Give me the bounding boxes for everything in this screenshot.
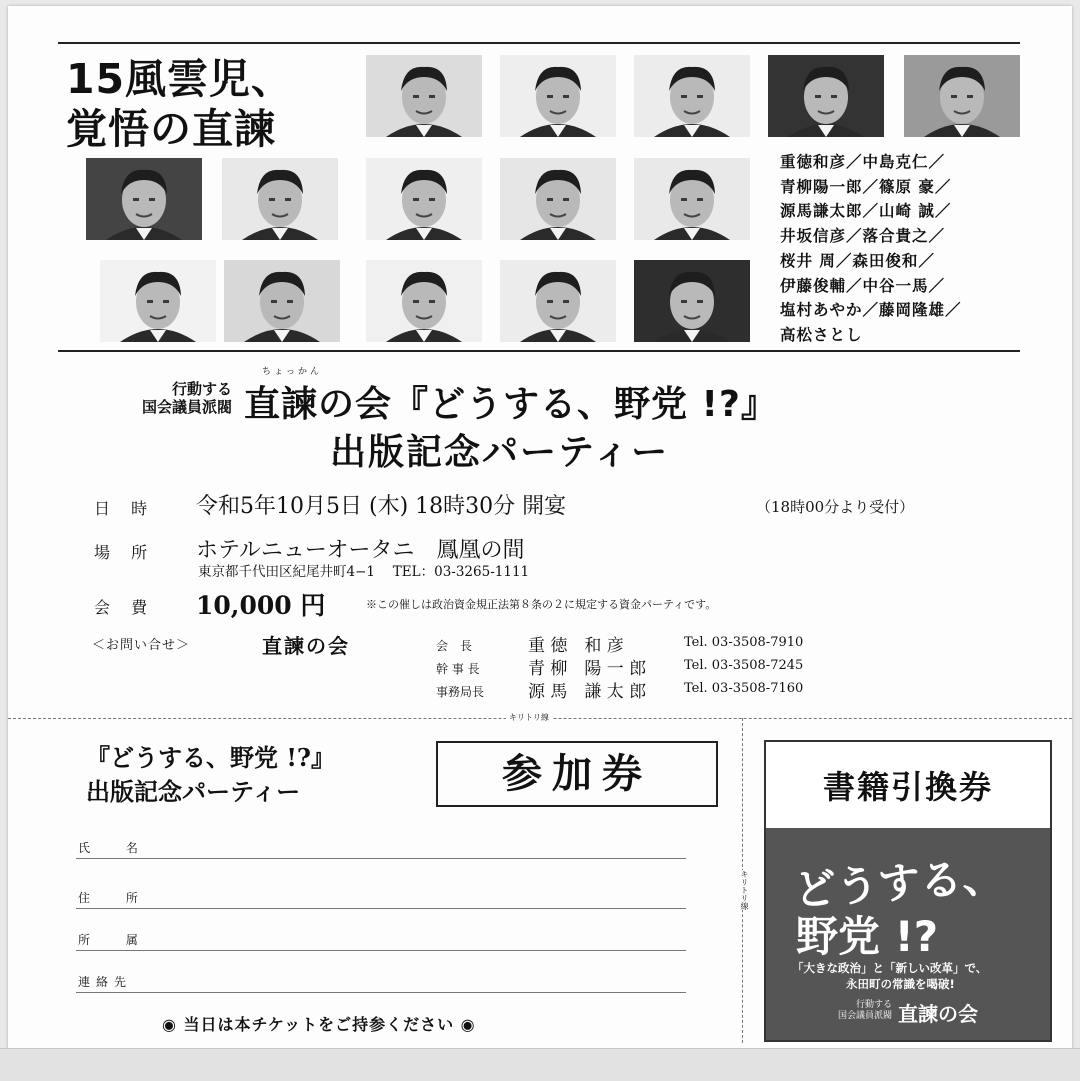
org-line-1: 行動する bbox=[171, 380, 232, 398]
member-portrait bbox=[366, 55, 482, 137]
cut-line-label-vertical: キリトリ線 bbox=[736, 870, 752, 910]
ticket-event-line-1: 『どうする、野党 !?』 bbox=[86, 743, 335, 772]
member-portrait bbox=[500, 260, 616, 342]
book-tagline-2: 永田町の常識を喝破! bbox=[846, 977, 955, 991]
name-field[interactable] bbox=[76, 836, 686, 859]
headline bbox=[66, 54, 293, 154]
contact-tel: Tel. 03-3508-7910 bbox=[684, 635, 804, 650]
contact-field-label: 連絡先 bbox=[78, 975, 133, 989]
address-field[interactable] bbox=[76, 886, 686, 909]
bottom-band bbox=[0, 1048, 1080, 1081]
contact-name: 重 徳 和 彦 bbox=[528, 636, 624, 656]
member-names-line: 高松さとし bbox=[780, 325, 863, 344]
member-portrait bbox=[86, 158, 202, 240]
member-names-line: 伊藤俊輔／中谷一馬／ bbox=[780, 276, 946, 295]
contact-role: 会 長 bbox=[436, 639, 473, 653]
member-names-line: 塩村あやか／藤岡隆雄／ bbox=[780, 301, 962, 320]
contact-label: ＜お問い合せ＞ bbox=[92, 638, 191, 653]
member-names-line: 桜井 周／森田俊和／ bbox=[780, 251, 935, 270]
member-portrait bbox=[222, 158, 338, 240]
book-org-line-2: 国会議員派閥 bbox=[837, 1011, 892, 1021]
contact-field[interactable] bbox=[76, 970, 686, 993]
affiliation-field-label: 所 属 bbox=[78, 933, 154, 947]
member-names-line: 井坂信彦／落合貴之／ bbox=[780, 227, 946, 246]
contact-role: 事務局長 bbox=[436, 685, 485, 699]
member-portrait bbox=[366, 158, 482, 240]
book-exchange-coupon bbox=[764, 740, 1052, 1042]
book-title-line-1: どうする、 bbox=[792, 851, 1006, 915]
member-portrait bbox=[366, 260, 482, 342]
org-tagline bbox=[84, 380, 232, 416]
contact-name: 青 柳 陽 一 郎 bbox=[528, 659, 647, 679]
member-names bbox=[780, 150, 962, 348]
event-subtitle: 出版記念パーティー bbox=[330, 432, 670, 473]
venue-label: 場 所 bbox=[94, 543, 156, 562]
exchange-title: 書籍引換券 bbox=[822, 768, 993, 806]
top-rule bbox=[58, 42, 1020, 44]
contact-org: 直諫の会 bbox=[262, 634, 350, 658]
member-names-line: 青柳陽一郎／篠原 豪／ bbox=[780, 177, 952, 196]
name-field-label: 氏 名 bbox=[78, 841, 154, 855]
member-names-line: 重徳和彦／中島克仁／ bbox=[780, 153, 946, 171]
member-portrait bbox=[634, 55, 750, 137]
title-ruby: ちょっかん bbox=[262, 367, 323, 377]
member-portrait bbox=[500, 55, 616, 137]
headline-line-2: 覚悟の直諫 bbox=[66, 105, 276, 153]
book-org-tag bbox=[806, 1000, 892, 1022]
book-org-name: 直諫の会 bbox=[898, 1002, 978, 1026]
member-names-line: 源馬謙太郎／山崎 誠／ bbox=[780, 202, 952, 221]
fee-label: 会 費 bbox=[94, 598, 156, 617]
headline-line-1: 15風雲児、 bbox=[66, 55, 294, 103]
date-note: （18時00分より受付） bbox=[756, 498, 915, 516]
book-cover bbox=[766, 828, 1050, 1040]
member-portrait bbox=[634, 158, 750, 240]
date-value: 令和5年10月5日 (木) 18時30分 開宴 bbox=[196, 494, 567, 519]
affiliation-field[interactable] bbox=[76, 928, 686, 951]
book-org-line-1: 行動する bbox=[855, 1000, 892, 1010]
date-label: 日 時 bbox=[94, 499, 156, 518]
address-field-label: 住 所 bbox=[78, 891, 154, 905]
mid-rule bbox=[58, 350, 1020, 352]
admission-ticket-badge: 参加券 bbox=[436, 741, 718, 807]
contact-role: 幹 事 長 bbox=[436, 662, 480, 676]
cut-line-label: キリトリ線 bbox=[506, 712, 552, 723]
venue-value: ホテルニューオータニ 鳳凰の間 bbox=[196, 538, 525, 563]
book-title-line-2: 野党 !? bbox=[796, 912, 939, 961]
ticket-footer-note: ◉ 当日は本チケットをご持参ください ◉ bbox=[162, 1015, 476, 1034]
fee-note: ※この催しは政治資金規正法第８条の２に規定する資金パーティです。 bbox=[366, 598, 717, 611]
member-portrait bbox=[904, 55, 1020, 137]
event-title: 直諫の会『どうする、野党 !?』 bbox=[244, 384, 778, 425]
ticket-event-line-2: 出版記念パーティー bbox=[86, 777, 301, 806]
contact-tel: Tel. 03-3508-7160 bbox=[684, 681, 804, 696]
member-portrait bbox=[100, 260, 216, 342]
member-portrait bbox=[500, 158, 616, 240]
member-portrait bbox=[634, 260, 750, 342]
contact-tel: Tel. 03-3508-7245 bbox=[684, 658, 804, 673]
member-portrait bbox=[224, 260, 340, 342]
org-line-2: 国会議員派閥 bbox=[141, 398, 232, 416]
fee-value: 10,000 円 bbox=[196, 591, 326, 620]
book-tagline-1: 「大きな政治」と「新しい改革」で、 bbox=[792, 961, 988, 975]
member-portrait bbox=[768, 55, 884, 137]
contact-name: 源 馬 謙 太 郎 bbox=[528, 682, 647, 702]
venue-address: 東京都千代田区紀尾井町4−1 TEL：03-3265-1111 bbox=[198, 564, 530, 580]
